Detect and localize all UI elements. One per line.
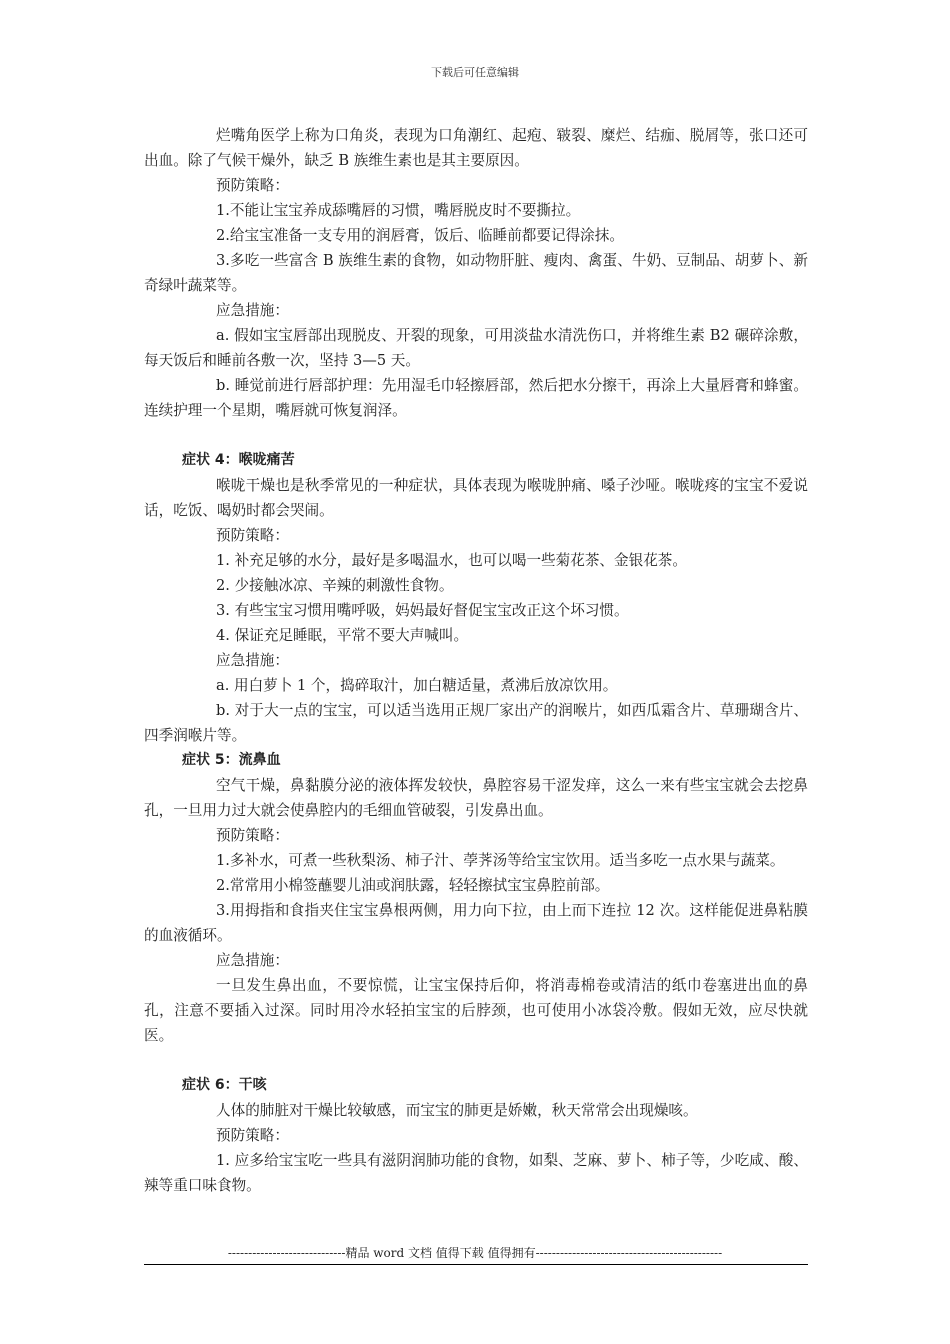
list-item: 1.多补水，可煮一些秋梨汤、柿子汁、荸荠汤等给宝宝饮用。适当多吃一点水果与蔬菜。 bbox=[216, 852, 785, 869]
page-footer: -----------------------------精品 word 文档 值得下载 值得拥有---------------------------------------------- bbox=[227, 1246, 723, 1260]
list-item: 2.给宝宝准备一支专用的润唇膏，饭后、临睡前都要记得涂抹。 bbox=[216, 227, 624, 244]
subheading-emergency: 应急措施： bbox=[216, 952, 289, 969]
paragraph: 人体的肺脏对干燥比较敏感，而宝宝的肺更是娇嫩，秋天常常会出现燥咳。 bbox=[216, 1102, 698, 1119]
list-item: 3. 有些宝宝习惯用嘴呼吸，妈妈最好督促宝宝改正这个坏习惯。 bbox=[216, 602, 629, 619]
spacer bbox=[144, 423, 808, 448]
list-item: 4. 保证充足睡眠，平常不要大声喊叫。 bbox=[216, 627, 469, 644]
subheading-prevention: 预防策略： bbox=[216, 827, 289, 844]
section-heading: 症状 5：流鼻血 bbox=[182, 752, 281, 768]
subheading-prevention: 预防策略： bbox=[216, 1127, 289, 1144]
subheading-prevention: 预防策略： bbox=[216, 177, 289, 194]
section-symptom-6 bbox=[144, 1073, 808, 1198]
subheading-emergency: 应急措施： bbox=[216, 652, 289, 669]
paragraph: 空气干燥，鼻黏膜分泌的液体挥发较快，鼻腔容易干涩发痒，这么一来有些宝宝就会去挖鼻孔，一旦用力过大就会使鼻腔内的毛细血管破裂，引发鼻出血。 bbox=[144, 777, 808, 819]
list-item: a. 假如宝宝唇部出现脱皮、开裂的现象，可用淡盐水清洗伤口，并将维生素 B2 碾碎涂敷，每天饭后和睡前各敷一次，坚持 3—5 天。 bbox=[144, 327, 808, 369]
section-heading: 症状 4：喉咙痛苦 bbox=[182, 452, 295, 468]
spacer bbox=[144, 1048, 808, 1073]
list-item: 2. 少接触冰凉、辛辣的刺激性食物。 bbox=[216, 577, 454, 594]
section-symptom-4 bbox=[144, 448, 808, 748]
section-heading: 症状 6：干咳 bbox=[182, 1077, 267, 1093]
page-header: 下载后可任意编辑 bbox=[431, 66, 519, 79]
paragraph: 烂嘴角医学上称为口角炎，表现为口角潮红、起疱、皲裂、糜烂、结痂、脱屑等，张口还可出血。除了气候干燥外，缺乏 B 族维生素也是其主要原因。 bbox=[144, 127, 808, 169]
list-item: 1.不能让宝宝养成舔嘴唇的习惯，嘴唇脱皮时不要撕拉。 bbox=[216, 202, 581, 219]
list-item: 1. 补充足够的水分，最好是多喝温水，也可以喝一些菊花茶、金银花茶。 bbox=[216, 552, 687, 569]
section-symptom-5 bbox=[144, 748, 808, 1048]
subheading-prevention: 预防策略： bbox=[216, 527, 289, 544]
list-item: 1. 应多给宝宝吃一些具有滋阴润肺功能的食物，如梨、芝麻、萝卜、柿子等，少吃咸、酸、辣等重口味食物。 bbox=[144, 1152, 808, 1194]
list-item: 3.多吃一些富含 B 族维生素的食物，如动物肝脏、瘦肉、禽蛋、牛奶、豆制品、胡萝卜、新奇绿叶蔬菜等。 bbox=[144, 252, 808, 294]
paragraph: 一旦发生鼻出血，不要惊慌，让宝宝保持后仰，将消毒棉卷或清洁的纸巾卷塞进出血的鼻孔，注意不要插入过深。同时用冷水轻拍宝宝的后脖颈，也可使用小冰袋冷敷。假如无效，应尽快就医。 bbox=[144, 977, 808, 1044]
list-item: b. 睡觉前进行唇部护理：先用湿毛巾轻擦唇部，然后把水分擦干，再涂上大量唇膏和蜂蜜。连续护理一个星期，嘴唇就可恢复润泽。 bbox=[144, 377, 808, 419]
section-chapped-lips bbox=[144, 123, 808, 423]
list-item: 2.常常用小棉签蘸婴儿油或润肤露，轻轻擦拭宝宝鼻腔前部。 bbox=[216, 877, 610, 894]
paragraph: 喉咙干燥也是秋季常见的一种症状，具体表现为喉咙肿痛、嗓子沙哑。喉咙疼的宝宝不爱说话，吃饭、喝奶时都会哭闹。 bbox=[144, 477, 808, 519]
list-item: b. 对于大一点的宝宝，可以适当选用正规厂家出产的润喉片，如西瓜霜含片、草珊瑚含片、四季润喉片等。 bbox=[144, 702, 808, 744]
document-body bbox=[144, 123, 808, 1198]
footer-divider bbox=[144, 1264, 808, 1265]
list-item: 3.用拇指和食指夹住宝宝鼻根两侧，用力向下拉，由上而下连拉 12 次。这样能促进鼻粘膜的血液循环。 bbox=[144, 902, 808, 944]
list-item: a. 用白萝卜 1 个，捣碎取汁，加白糖适量，煮沸后放凉饮用。 bbox=[216, 677, 618, 694]
subheading-emergency: 应急措施： bbox=[216, 302, 289, 319]
